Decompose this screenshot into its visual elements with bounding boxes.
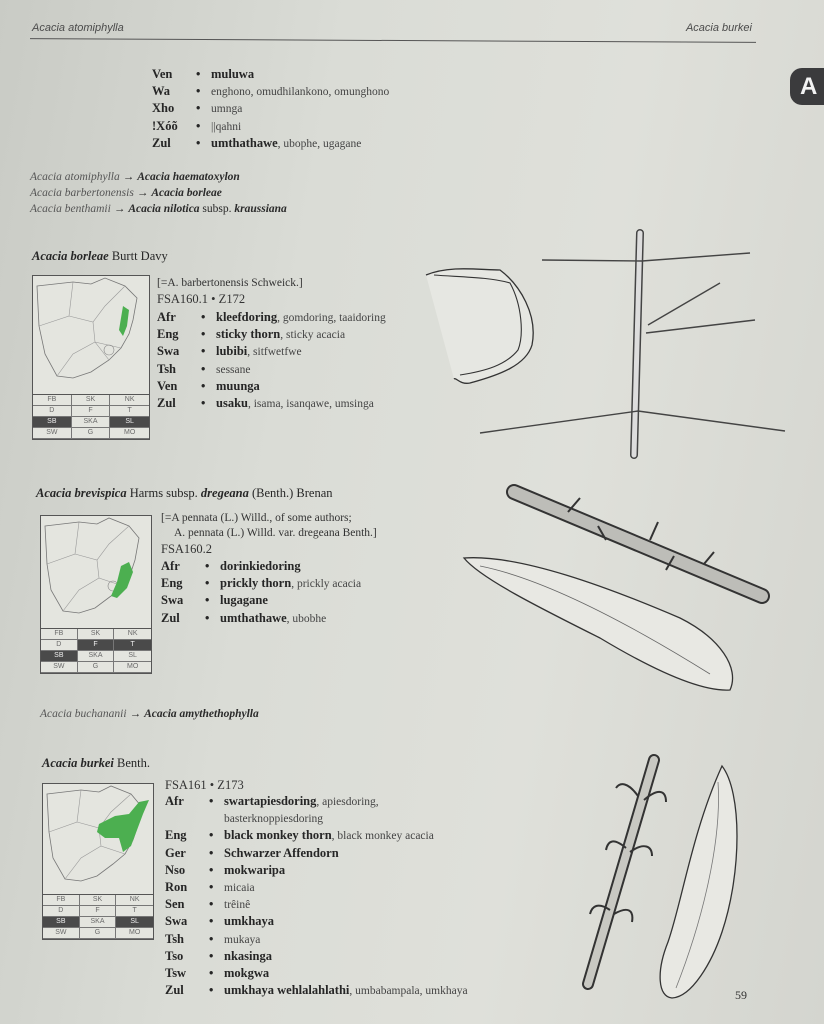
vernacular-name xyxy=(224,793,379,810)
alternate-names: , umbabampala, umkhaya xyxy=(349,985,468,998)
vernacular-name xyxy=(220,592,268,609)
alternate-names: , ubophe, ugagane xyxy=(277,137,362,150)
region-cell: SK xyxy=(80,895,117,906)
alternate-names: sessane xyxy=(216,363,251,376)
primary-name: Schwarzer Affendorn xyxy=(224,845,339,860)
alternate-names: micaia xyxy=(224,882,255,895)
bullet: • xyxy=(201,396,206,411)
language-code: Swa xyxy=(157,344,180,359)
xref-buchananii[interactable]: Acacia buchananii → Acacia amythethophylla xyxy=(40,708,259,720)
region-cell: G xyxy=(72,428,111,439)
alternate-names: , ubobhe xyxy=(286,612,327,625)
running-header-right: Acacia burkei xyxy=(685,22,752,34)
bullet: • xyxy=(201,344,206,359)
alternate-names: , apiesdoring, xyxy=(316,796,379,808)
primary-name: umkhaya xyxy=(224,914,275,929)
bullet: • xyxy=(201,378,206,393)
language-code: Afr xyxy=(157,310,176,324)
vernacular-name xyxy=(216,343,302,360)
vernacular-name xyxy=(216,378,260,395)
name-row xyxy=(152,135,389,152)
bullet: • xyxy=(205,559,210,573)
xref-list xyxy=(30,169,287,217)
region-cell: T xyxy=(114,640,151,651)
alternate-names: , sticky acacia xyxy=(280,329,346,342)
page-number: 59 xyxy=(735,988,747,1002)
name-row xyxy=(165,810,468,827)
region-cell: FB xyxy=(33,395,72,406)
name-row xyxy=(157,361,386,378)
alternate-names: , black monkey acacia xyxy=(331,830,434,843)
name-row xyxy=(157,395,386,412)
vernacular-name xyxy=(224,810,323,827)
language-code: Eng xyxy=(157,327,179,342)
name-row xyxy=(157,309,386,326)
language-code: Ron xyxy=(165,880,188,895)
bullet: • xyxy=(201,361,206,376)
species-heading-burkei: Acacia burkei Benth. xyxy=(42,756,150,770)
vernacular-name xyxy=(224,845,339,862)
primary-name: umthathawe xyxy=(211,135,278,150)
region-cell: MO xyxy=(110,428,149,439)
region-cell: FB xyxy=(41,629,78,640)
south-africa-map xyxy=(41,516,151,628)
language-code: Ger xyxy=(165,845,186,860)
region-grid-borleae xyxy=(33,394,149,439)
bullet: • xyxy=(209,794,214,808)
vernacular-name xyxy=(211,118,241,135)
alternate-names: umnga xyxy=(211,103,243,116)
region-cell: SW xyxy=(33,428,72,439)
vernacular-name xyxy=(216,395,374,412)
primary-name: dorinkiedoring xyxy=(220,559,301,573)
name-row xyxy=(152,66,389,83)
name-row xyxy=(165,948,468,965)
language-code: Wa xyxy=(152,84,171,99)
region-cell: T xyxy=(116,906,153,917)
illustration-brevispica xyxy=(460,478,780,703)
primary-name: sticky thorn xyxy=(216,327,281,342)
common-names-brevispica xyxy=(161,558,361,627)
vernacular-name xyxy=(220,558,301,575)
primary-name: kleefdoring xyxy=(216,310,278,324)
language-code: !Xóõ xyxy=(152,118,178,133)
vernacular-name xyxy=(211,135,361,152)
name-row xyxy=(165,845,468,862)
name-row xyxy=(165,827,468,844)
name-row xyxy=(165,982,468,999)
primary-name: black monkey thorn xyxy=(224,828,332,843)
region-cell: SB xyxy=(41,651,78,662)
distribution-map-brevispica xyxy=(40,515,152,674)
alternate-names: enghono, omudhilankono, omunghono xyxy=(211,86,390,99)
bullet: • xyxy=(196,118,201,133)
region-cell: FB xyxy=(43,895,80,906)
language-code xyxy=(165,810,209,827)
language-code: Zul xyxy=(161,610,180,625)
region-cell: NK xyxy=(114,629,151,640)
vernacular-name xyxy=(224,913,274,930)
primary-name: umkhaya wehlalahlathi xyxy=(224,983,350,998)
region-cell: SB xyxy=(43,917,80,928)
name-row xyxy=(161,610,361,627)
primary-name: prickly thorn xyxy=(220,576,292,591)
bullet: • xyxy=(196,84,201,99)
alternate-names: , sitfwetfwe xyxy=(247,346,302,359)
distribution-map-burkei xyxy=(42,783,154,940)
illustration-burkei xyxy=(572,752,752,1008)
distribution-map-borleae xyxy=(32,275,150,440)
running-header-left: Acacia atomiphylla xyxy=(32,22,124,34)
vernacular-name xyxy=(211,100,242,117)
region-cell: D xyxy=(33,406,72,417)
fsa-number-brevispica: FSA160.2 xyxy=(161,542,213,556)
region-cell: SK xyxy=(72,395,111,406)
region-cell: T xyxy=(110,406,149,417)
vernacular-name xyxy=(216,309,386,326)
alternate-names: , prickly acacia xyxy=(291,578,362,591)
language-code: Nso xyxy=(165,862,186,877)
language-code: Tso xyxy=(165,948,184,963)
synonym-brevispica-2: A. pennata (L.) Willd. var. dregeana Benth.] xyxy=(174,527,377,539)
range-patch xyxy=(97,800,149,852)
range-patch xyxy=(119,306,129,336)
section-tab[interactable]: A xyxy=(790,68,824,105)
name-row xyxy=(161,558,361,575)
name-row xyxy=(157,378,386,395)
fsa-number-borleae: FSA160.1 • Z172 xyxy=(157,292,246,306)
name-row xyxy=(152,83,389,100)
name-row xyxy=(157,343,386,360)
vernacular-name xyxy=(216,361,251,378)
name-row xyxy=(165,793,468,810)
vernacular-name xyxy=(224,862,285,879)
alternate-names: basterknoppiesdoring xyxy=(224,813,324,826)
region-cell: SL xyxy=(110,417,149,428)
region-cell: SKA xyxy=(80,917,117,928)
bullet: • xyxy=(209,880,214,895)
region-cell: SB xyxy=(33,417,72,428)
synonym-brevispica-1: [=A pennata (L.) Willd., of some authors; xyxy=(161,512,352,524)
header-rule xyxy=(30,38,756,43)
language-code: Eng xyxy=(165,828,187,843)
primary-name: muluwa xyxy=(211,67,255,81)
region-cell: F xyxy=(80,906,117,917)
region-cell: F xyxy=(78,640,115,651)
synonym-borleae: [=A. barbertonensis Schweick.] xyxy=(157,277,303,289)
vernacular-name xyxy=(216,326,345,343)
vernacular-name xyxy=(220,575,361,592)
bullet: • xyxy=(205,610,210,625)
region-cell: MO xyxy=(116,928,153,939)
language-code: Tsh xyxy=(165,931,185,946)
region-cell: D xyxy=(41,640,78,651)
language-code: Tsh xyxy=(157,361,177,376)
bullet: • xyxy=(196,101,201,116)
region-cell: SW xyxy=(43,928,80,939)
primary-name: swartapiesdoring xyxy=(224,794,317,808)
region-grid-brevispica xyxy=(41,628,151,673)
primary-name: umthathawe xyxy=(220,610,287,625)
vernacular-name xyxy=(224,827,434,844)
common-names-burkei xyxy=(165,793,468,999)
region-cell: SKA xyxy=(72,417,111,428)
south-africa-map xyxy=(43,784,153,894)
name-row xyxy=(165,965,468,982)
xref-line[interactable]: Acacia barbertonensis → Acacia borleae xyxy=(30,187,222,199)
region-cell: NK xyxy=(110,395,149,406)
region-cell: G xyxy=(80,928,117,939)
bullet: • xyxy=(209,897,214,912)
species-heading-borleae: Acacia borleae Burtt Davy xyxy=(32,249,168,263)
primary-name: usaku xyxy=(216,396,248,411)
language-code: Eng xyxy=(161,576,183,591)
bullet: • xyxy=(209,931,214,946)
xref-line[interactable]: Acacia benthamii → Acacia nilotica subsp. kraussiana xyxy=(30,203,287,215)
language-code: Xho xyxy=(152,101,175,116)
bullet: • xyxy=(209,845,214,860)
bullet: • xyxy=(205,593,210,608)
bullet: • xyxy=(209,966,214,981)
vernacular-name xyxy=(211,83,389,100)
region-cell: NK xyxy=(116,895,153,906)
bullet: • xyxy=(209,914,214,929)
language-code: Afr xyxy=(165,794,184,808)
continued-names-list xyxy=(152,66,389,152)
language-code: Ven xyxy=(152,67,173,81)
alternate-names: mukaya xyxy=(224,933,261,946)
name-row xyxy=(165,879,468,896)
region-cell: F xyxy=(72,406,111,417)
name-row xyxy=(165,896,468,913)
region-cell: SK xyxy=(78,629,115,640)
language-code: Sen xyxy=(165,897,185,912)
bullet: • xyxy=(205,576,210,591)
vernacular-name xyxy=(220,610,326,627)
name-row xyxy=(161,575,361,592)
region-cell: D xyxy=(43,906,80,917)
language-code: Zul xyxy=(165,983,184,998)
vernacular-name xyxy=(224,965,269,982)
language-code: Tsw xyxy=(165,966,187,981)
primary-name: lubibi xyxy=(216,344,248,359)
name-row xyxy=(165,913,468,930)
name-row xyxy=(152,100,389,117)
language-code: Ven xyxy=(157,378,178,393)
name-row xyxy=(165,862,468,879)
species-heading-brevispica: Acacia brevispica Harms subsp. dregeana (Benth.) Brenan xyxy=(36,486,333,500)
language-code: Swa xyxy=(165,914,188,929)
primary-name: muunga xyxy=(216,378,260,393)
vernacular-name xyxy=(224,948,272,965)
language-code: Swa xyxy=(161,593,184,608)
bullet: • xyxy=(196,67,201,81)
fsa-number-burkei: FSA161 • Z173 xyxy=(165,778,244,792)
bullet: • xyxy=(201,327,206,342)
bullet xyxy=(209,810,224,827)
vernacular-name xyxy=(224,879,255,896)
bullet: • xyxy=(201,310,206,324)
alternate-names: , gomdoring, taaidoring xyxy=(277,312,386,324)
bullet: • xyxy=(209,983,214,998)
range-patch xyxy=(111,562,133,598)
region-cell: SKA xyxy=(78,651,115,662)
language-code: Zul xyxy=(157,396,176,411)
region-cell: SW xyxy=(41,662,78,673)
bullet: • xyxy=(209,862,214,877)
region-cell: SL xyxy=(116,917,153,928)
illustration-borleae xyxy=(420,225,800,465)
region-cell: SL xyxy=(114,651,151,662)
primary-name: mokgwa xyxy=(224,966,270,981)
region-cell: G xyxy=(78,662,115,673)
bullet: • xyxy=(209,828,214,843)
alternate-names: trêinê xyxy=(224,899,251,912)
name-row xyxy=(161,592,361,609)
region-cell: MO xyxy=(114,662,151,673)
alternate-names: , isama, isanqawe, umsinga xyxy=(247,398,374,411)
vernacular-name xyxy=(224,982,468,999)
xref-line[interactable]: Acacia atomiphylla → Acacia haematoxylon xyxy=(30,171,240,183)
common-names-borleae xyxy=(157,309,386,412)
south-africa-map xyxy=(33,276,149,394)
primary-name: mokwaripa xyxy=(224,862,286,877)
region-grid-burkei xyxy=(43,894,153,939)
vernacular-name xyxy=(224,896,250,913)
primary-name: nkasinga xyxy=(224,948,272,963)
vernacular-name xyxy=(224,931,260,948)
language-code: Afr xyxy=(161,559,180,573)
alternate-names: ||qahni xyxy=(211,120,242,133)
bullet: • xyxy=(209,948,214,963)
vernacular-name xyxy=(211,66,254,83)
name-row xyxy=(152,118,389,135)
name-row xyxy=(157,326,386,343)
language-code: Zul xyxy=(152,135,171,150)
bullet: • xyxy=(196,135,201,150)
name-row xyxy=(165,931,468,948)
primary-name: lugagane xyxy=(220,593,268,608)
